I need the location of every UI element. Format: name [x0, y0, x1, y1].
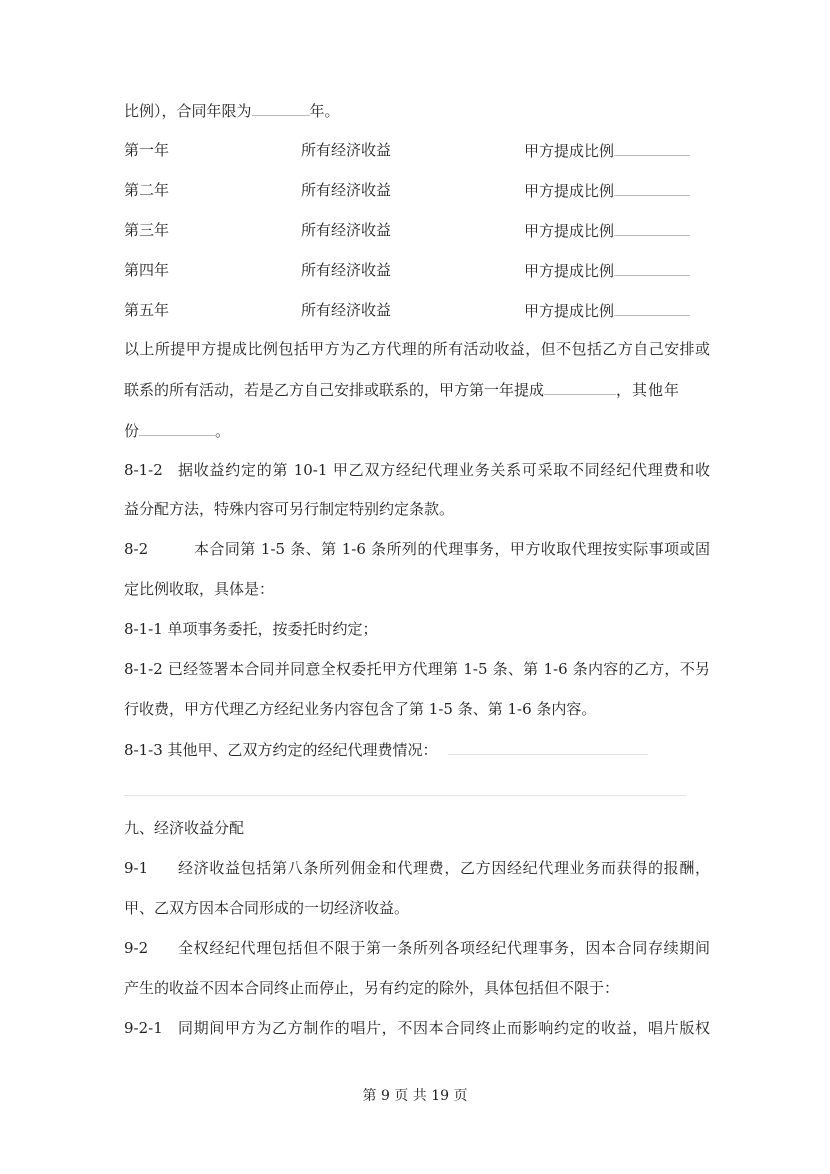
text: 甲方提成比例	[524, 262, 615, 280]
para-line: 行收费，甲方代理乙方经纪业务内容包含了第 1-5 条、第 1-6 条内容。	[124, 700, 597, 718]
income-label: 所有经济收益	[301, 301, 392, 319]
ratio-label	[524, 259, 690, 282]
section-heading: 九、经济收益分配	[124, 819, 245, 837]
page-footer: 第 9 页 共 19 页	[362, 1088, 468, 1104]
year-row	[124, 139, 710, 161]
divider	[124, 795, 686, 796]
year-row	[124, 299, 710, 321]
clause-8-1-3	[124, 738, 648, 760]
text: 同期间甲方为乙方制作的唱片，不因本合同终止而影响约定的收益，唱片版权	[178, 1019, 710, 1037]
text: 联系的所有活动，若是乙方自己安排或联系的，甲方第一年提成	[124, 381, 545, 399]
clause-label: 9-2	[124, 939, 149, 957]
ratio-blank	[614, 219, 690, 236]
text: 据收益约定的第 10-1 甲乙双方经纪代理业务关系可采取不同经纪代理费和收	[178, 461, 710, 479]
clause-label: 9-1	[124, 859, 149, 877]
clause-8-1-2	[124, 459, 710, 481]
text: 甲方提成比例	[524, 142, 615, 160]
clause-label: 8-2	[124, 540, 149, 558]
para-line	[124, 419, 230, 441]
ratio-blank	[614, 299, 690, 316]
text: 全权经纪代理包括但不限于第一条所列各项经纪代理事务，因本合同存续期间	[178, 939, 710, 957]
text: 经济收益包括第八条所列佣金和代理费，乙方因经纪代理业务而获得的报酬，	[178, 859, 710, 877]
income-label: 所有经济收益	[301, 141, 392, 159]
clause-8-2	[124, 538, 710, 560]
ratio-blank	[614, 259, 690, 276]
text: 甲方提成比例	[524, 302, 615, 320]
clause-9-2	[124, 937, 710, 959]
year-label: 第四年	[124, 261, 170, 279]
para-line: 益分配方法，特殊内容可另行制定特别约定条款。	[124, 500, 455, 518]
income-label: 所有经济收益	[301, 221, 392, 239]
ratio-label	[524, 299, 690, 322]
text: 本合同第 1-5 条、第 1-6 条所列的代理事务，甲方收取代理按实际事项或固	[194, 540, 710, 558]
income-label: 所有经济收益	[301, 181, 392, 199]
year-label: 第五年	[124, 301, 170, 319]
text: 份	[124, 422, 140, 440]
ratio-label	[524, 179, 690, 202]
year-label: 第二年	[124, 181, 170, 199]
year-label: 第三年	[124, 221, 170, 239]
ratio-label	[524, 139, 690, 162]
ratio-blank	[614, 179, 690, 196]
clause-label: 8-1-2	[124, 461, 163, 479]
text: 。	[215, 422, 231, 440]
para-line: 定比例收取，具体是：	[124, 580, 275, 598]
clause-label: 9-2-1	[124, 1019, 163, 1037]
text: 比例），合同年限为	[124, 102, 252, 120]
year-row	[124, 259, 710, 281]
year-row	[124, 219, 710, 241]
text: 甲方提成比例	[524, 222, 615, 240]
para-line: 产生的收益不因本合同终止而停止，另有约定的除外，具体包括但不限于：	[124, 979, 620, 997]
year-row	[124, 179, 710, 201]
text: 年。	[309, 102, 340, 120]
para-line: 甲、乙双方因本合同形成的一切经济收益。	[124, 899, 410, 917]
para-line	[124, 378, 680, 400]
term-blank	[252, 99, 310, 116]
year-label: 第一年	[124, 141, 170, 159]
first-year-blank	[544, 378, 616, 395]
ratio-blank	[614, 139, 690, 156]
clause-9-2-1	[124, 1017, 710, 1039]
clause-8-1-2b: 8-1-2 已经签署本合同并同意全权委托甲方代理第 1-5 条、第 1-6 条内容的乙方，不另	[124, 660, 710, 678]
clause-8-1-1: 8-1-1 单项事务委托，按委托时约定；	[124, 620, 378, 638]
ratio-label	[524, 219, 690, 242]
text: 甲方提成比例	[524, 182, 615, 200]
income-label: 所有经济收益	[301, 261, 392, 279]
fee-blank	[448, 738, 648, 755]
text: ，其他年	[616, 381, 681, 399]
other-years-blank	[139, 419, 215, 436]
clause-9-1	[124, 857, 710, 879]
contract-term-line	[124, 99, 340, 121]
text: 8-1-3 其他甲、乙双方约定的经纪代理费情况：	[124, 741, 438, 759]
para-line: 以上所提甲方提成比例包括甲方为乙方代理的所有活动收益，但不包括乙方自己安排或	[124, 340, 710, 358]
